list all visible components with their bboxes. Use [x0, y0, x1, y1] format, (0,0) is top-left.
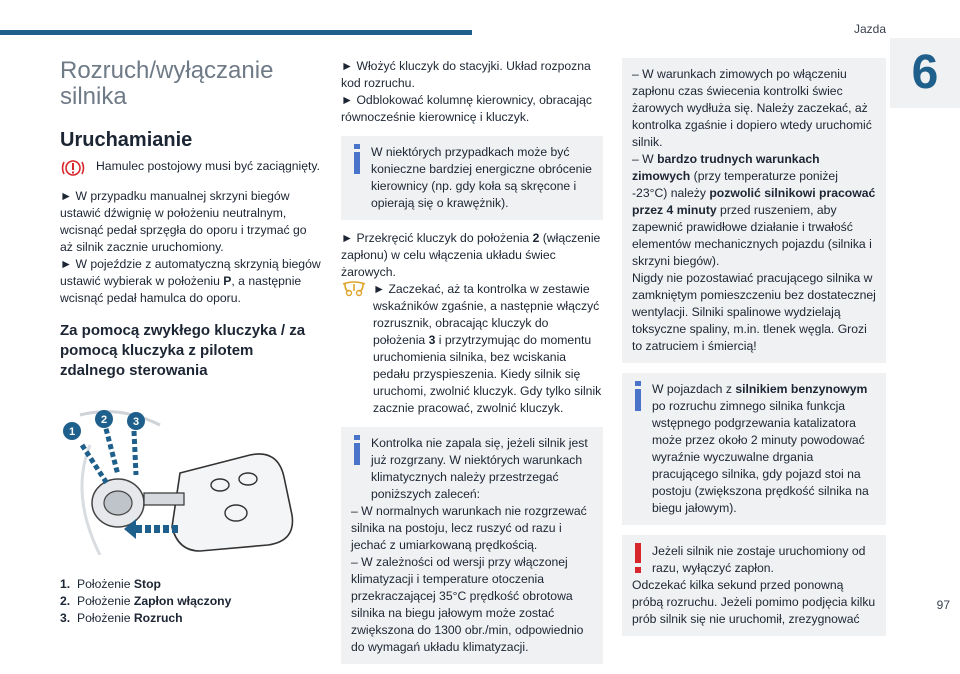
chapter-tab: 6 — [890, 38, 960, 108]
info-box-winter — [622, 58, 886, 363]
ignition-key-figure — [60, 405, 322, 555]
warning-box-start-failure — [622, 535, 886, 636]
paragraph-manual: ► W przypadku manualnej skrzyni biegów ustawić dźwignię w położeniu neutralnym, wcisnąć pedał sprzęgła do oporu i trzymać go aż silnik zacznie uruchomiony. — [60, 189, 307, 254]
running-header: Jazda — [853, 22, 886, 36]
heading-uruchamianie: Uruchamianie — [60, 129, 193, 151]
paragraph-glow-plug: ► Zaczekać, aż ta kontrolka w zestawie wskaźników zgaśnie, a następnie włączyć rozrusznik, obracając kluczyk do położenia 3 i przytrzymując do momentu uruchomienia silnika, bez wciskania pedału przyspieszenia. Kiedy silnik się uruchomi, zwolnić kluczyk. Gdy tylko silnik zacznie pracować, zwolnić kluczyk. — [373, 282, 602, 415]
winter-paragraph-1: – W warunkach zimowych po włączeniu zapłonu czas świecenia kontrolki świec żarowych wydłuża się. Należy zaczekać, aż kontrolka zgaśnie i dopiero wtedy uruchomić silnik. — [632, 67, 872, 149]
page-number: 97 — [936, 598, 950, 612]
info-box-steering — [341, 136, 603, 220]
column-3 — [622, 58, 886, 646]
info-text-steering: W niektórych przypadkach może być konieczne bardziej energiczne obrócenie kierownicy (np. gdy koła są skręcone i opierają się o krawężnik). — [371, 145, 592, 210]
figure-label-3: 3 — [132, 416, 140, 428]
info-box-climate — [341, 427, 603, 664]
legend-item: 2. Położenie Zapłon włączony — [60, 594, 232, 608]
paragraph-unlock-steering: ► Odblokować kolumnę kierownicy, obracając równocześnie kierownicę i kluczyk. — [341, 93, 592, 124]
paragraph-automatic: ► W pojeździe z automatyczną skrzynią biegów ustawić wybierak w położeniu P, a następnie wcisnąć pedał hamulca do oporu. — [60, 257, 321, 305]
winter-paragraph-2: – W bardzo trudnych warunkach zimowych (przy temperaturze poniżej -23°C) należy pozwolić silnikowi pracować przez 4 minuty przed ruszeniem, aby zapewnić prawidłowe działanie i trwałość elementów mechanicznych pojazdu (silnika i skrzyni biegów). — [632, 152, 876, 268]
info-text-climate: Kontrolka nie zapala się, jeżeli silnik jest już rozgrzany. W niektórych warunkach klimatycznych należy przestrzegać poniższych zaleceń: — [371, 436, 588, 501]
paragraph-insert-key: ► Włożyć kluczyk do stacyjki. Układ rozpozna kod rozruchu. — [341, 59, 591, 90]
parking-brake-note — [60, 158, 322, 178]
info-item: – W normalnych warunkach nie rozgrzewać silnika na postoju, lecz ruszyć od razu i jechać z umiarkowaną prędkością. — [351, 504, 587, 552]
parking-brake-icon — [60, 158, 86, 178]
legend-item: 1. Położenie Stop — [60, 577, 161, 591]
info-box-petrol — [622, 373, 886, 525]
parking-brake-text: Hamulec postojowy musi być zaciągnięty. — [96, 159, 320, 173]
figure-label-1: 1 — [68, 426, 76, 438]
top-accent-bar — [0, 30, 472, 35]
info-icon — [351, 435, 363, 465]
column-2 — [341, 58, 603, 674]
heading-key: Za pomocą zwykłego kluczyka / za pomocą kluczyka z pilotem zdalnego sterowania — [60, 322, 306, 379]
ventilation-warning: Nigdy nie pozostawiać pracującego silnika w zamkniętym pomieszczeniu bez dostatecznej wentylacji. Silniki spalinowe wydzielają toksyczne spaliny, m.in. tlenek węgla. Grozi to zatruciem i śmiercią! — [632, 271, 876, 353]
glow-plug-paragraph — [341, 281, 603, 417]
start-failure-text: Jeżeli silnik nie zostaje uruchomiony od razu, wyłączyć zapłon. — [652, 544, 866, 575]
legend-list — [60, 576, 322, 627]
retry-text: Odczekać kilka sekund przed ponowną próbą rozruchu. Jeżeli pomimo podjęcia kilku prób silnik się nie uruchomił, zrezygnować — [632, 578, 876, 626]
figure-label-2: 2 — [100, 414, 108, 426]
paragraph-position-2: ► Przekręcić kluczyk do położenia 2 (włączenie zapłonu) w celu włączenia układu świec żarowych. — [341, 231, 601, 279]
legend-item: 3. Położenie Rozruch — [60, 611, 183, 625]
info-item: – W zależności od wersji przy włączonej klimatyzacji i temperature otoczenia przekraczającej 35°C prędkość obrotowa silnika na biegu jałowym może zostać zwiększona do 1300 obr./min, odpowiednio do wymagań układu klimatyzacji. — [351, 555, 584, 654]
warning-icon — [632, 543, 644, 573]
glow-plug-icon — [341, 281, 367, 299]
info-icon — [632, 381, 644, 411]
section-title: Rozruch/wyłączanie silnika — [60, 57, 274, 110]
column-1 — [60, 58, 322, 627]
info-icon — [351, 144, 363, 174]
petrol-engine-text: W pojazdach z silnikiem benzynowym po rozruchu zimnego silnika funkcja wstępnego podgrzewania katalizatora może przez około 2 minuty powodować wyraźnie wyczuwalne drgania pracującego silnika, gdy pojazd stoi na postoju (zwiększona prędkość silnika na biegu jałowym). — [652, 382, 869, 515]
